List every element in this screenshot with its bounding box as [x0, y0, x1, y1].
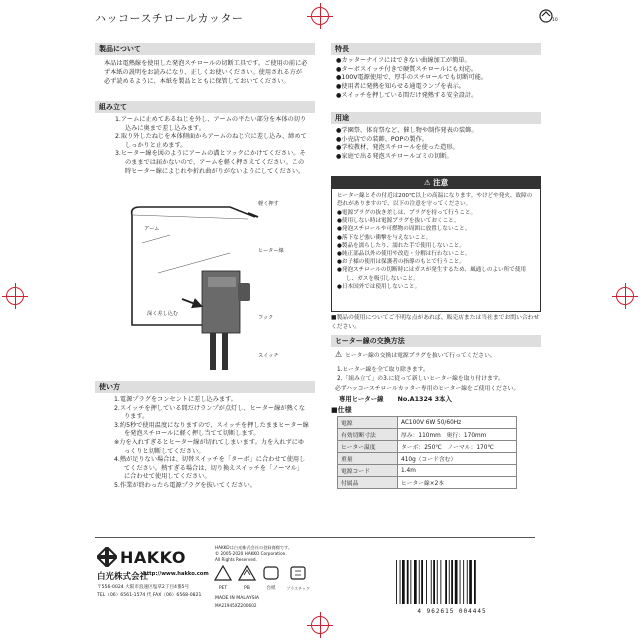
recycle-plastic: プラスチック — [285, 565, 311, 593]
recycle-plastic-icon — [289, 565, 307, 581]
barcode-number: 4 962615 004445 — [417, 608, 487, 615]
use-item: ●小売店での装飾、POPの製作。 — [336, 135, 428, 143]
callout-insert: 深く差し込む — [147, 311, 179, 317]
spec-row: 付属品 ヒーター線×2本 — [338, 477, 517, 489]
barcode-bar — [421, 560, 423, 604]
callout-arm: アーム — [144, 226, 160, 232]
spec-row: ヒーター温度 ターボ：250℃ ノーマル：170℃ — [338, 441, 517, 453]
hakko-logo — [97, 547, 186, 567]
caution-item: ●発泡スチロールや可燃物の周囲に放置しないこと。 — [337, 226, 471, 233]
recycle-paper-icon — [262, 565, 280, 581]
usage-step-5: 5.作業が終わったら電源プラグを抜いてください。 — [114, 481, 256, 489]
replace-part-label: 専用ヒーター線 — [339, 395, 384, 403]
spec-row: 有効切断寸法 厚み：110mm 奥行：170mm — [338, 429, 517, 441]
callout-heater: ヒーター線 — [258, 248, 284, 254]
usage-note: ※力を入れすぎるとヒーター線が切れてしまいます。力を入れずにゆっくりと切断してください。 — [114, 438, 305, 455]
inquiry-note: ■製品の使用についてご不明な点があれば、販売店または当社までお問い合わせください。 — [331, 315, 540, 330]
caution-item: ●発泡スチロールの切断時にはガスが発生するため、風通しのよい所で使用し、ガスを吸引しないこと。 — [337, 267, 527, 282]
barcode-bar — [440, 560, 441, 604]
product-code: MA21945XZ200602 — [215, 603, 257, 608]
barcode-bar — [414, 560, 417, 604]
corner-badge-number: 10 — [552, 18, 558, 23]
section-about-header: 製品について — [95, 43, 315, 55]
company-url: http://www.hakko.com — [143, 571, 209, 577]
barcode-bar — [449, 560, 450, 604]
caution-item: ●製品を濡らしたり、濡れた手で使用しないこと。 — [337, 242, 465, 249]
barcode-bar — [407, 560, 409, 604]
barcode-bar — [431, 560, 432, 604]
feature-item: ●カッターナイフにはできない曲線加工が簡単。 — [336, 57, 471, 64]
assembly-step-2: 2.取り外したねじを本体側面からアームのねじ穴に差し込み、締めてしっかりと止めます。 — [115, 133, 307, 149]
caution-item: ●落下など強い衝撃を与えないこと。 — [337, 234, 432, 241]
barcode-bar — [463, 560, 464, 604]
barcode-bars — [392, 560, 512, 604]
section-features-header: 特長 — [331, 43, 541, 55]
warning-icon: ⚠ — [423, 178, 431, 187]
legal-copyright: © 2005-2020 HAKKO Corporation. — [215, 551, 287, 556]
usage-step-1: 1.電源プラグをコンセントに差し込みます。 — [114, 396, 237, 403]
spec-row: 電源コード 1.4m — [338, 465, 517, 477]
company-name: 白光株式会社 — [97, 572, 149, 582]
section-about-text: 本品は電熱線を使用した発泡スチロールの切断工具です。ご使用の前に必ず本紙の説明をお読みになり、正しくお使いください。使用される方が必ず読めるように、本紙を製品とともに保管しておいてください。 — [104, 60, 308, 85]
barcode-bar — [467, 560, 468, 604]
register-mark-top — [311, 7, 329, 25]
caution-item: ●電源プラグの抜き差しは、プラグを持って行うこと。 — [337, 210, 477, 216]
usage-step-2: 2.スイッチを押している間だけランプが点灯し、ヒーター線が熱くなります。 — [114, 404, 306, 421]
caution-header — [332, 177, 540, 189]
spec-row: 電源 AC100V 6W 50/60Hz — [338, 417, 517, 429]
replace-step-1: 1.ヒーター線を全て取り除きます。 — [337, 367, 429, 373]
warning-icon: ⚠ — [335, 350, 343, 359]
recycle-paper: 台紙 — [261, 565, 281, 593]
caution-intro: ヒーター線とその付近は200℃以上の高温になります。やけどや発火、故障の恐れがありますので、以下の注意を守ってください。 — [337, 193, 533, 207]
recycle-pb: PB — [237, 565, 257, 593]
replace-steps — [337, 366, 541, 384]
section-replace-header: ヒーター線の交換方法 — [331, 335, 541, 347]
section-usage-header: 使い方 — [95, 381, 315, 393]
caution-item: ●日本国外では使用しないこと。 — [337, 283, 421, 290]
caution-list — [332, 209, 540, 291]
use-item: ●学校教材、発泡スチロールを使った造形。 — [336, 144, 459, 152]
hakko-logo-text: HAKKO — [120, 547, 186, 567]
callout-hook: フック — [258, 315, 274, 321]
usage-step-4: 4.熱が足りない場合は、切替スイッチを「ターボ」に合わせて使用してください。熱すぎる場合は、切り換えスイッチを「ノーマル」に合わせて使用してください。 — [114, 456, 306, 481]
feature-item: ●100V電源使用で、厚手のスチロールでも切断可能。 — [336, 74, 488, 82]
register-mark-left — [6, 287, 24, 305]
assembly-diagram — [110, 195, 300, 370]
legal-rights: All Rights Reserved. — [215, 557, 257, 562]
barcode-bar — [419, 560, 420, 604]
recycle-pet: PET — [213, 565, 233, 593]
section-assembly-header: 組み立て — [95, 101, 315, 113]
caution-item: ●使用しない時は電源プラグを抜いておくこと。 — [337, 218, 460, 225]
feature-item: ●スイッチを押している間だけ発熱する安全設計。 — [336, 91, 478, 99]
barcode-bar — [402, 560, 405, 604]
caution-item: ●純正部品以外の使用や改造・分解は行わないこと。 — [337, 251, 471, 258]
company-address: 〒556-0024 大阪市浪速区塩草2丁目4番5号 — [97, 585, 190, 590]
replace-step-2: 2.「組み立て」の3.に従って新しいヒーター線を取り付けます。 — [337, 376, 504, 382]
barcode-bar — [451, 560, 453, 604]
recycle-pet-icon — [214, 565, 232, 581]
caution-title: 注意 — [433, 178, 449, 187]
caution-box — [331, 176, 541, 312]
recycle-pb-icon — [238, 565, 256, 581]
register-mark-bottom — [311, 616, 329, 634]
replace-note: 必ずハッコースチロールカッター専用のヒーター線をご使用ください。 — [335, 386, 520, 392]
usage-steps — [114, 396, 309, 491]
barcode-bar — [433, 560, 435, 604]
assembly-steps — [115, 116, 307, 176]
usage-step-3: 3.約5秒で使用温度になりますので、スイッチを押したままヒーター線を発泡スチロールに軽く押し当てて切断します。 — [114, 421, 309, 438]
barcode-bar — [445, 560, 447, 604]
barcode-bar — [460, 560, 461, 604]
legal-trademark: HAKKOは白光株式会社の登録商標です。 — [215, 545, 293, 550]
corner-badge — [538, 8, 558, 24]
barcode-bar — [400, 560, 401, 604]
barcode-bar — [437, 560, 438, 604]
uses-list — [336, 127, 540, 162]
replace-part — [339, 394, 452, 403]
use-item: ●学園祭、体育祭など、催し物や制作発表の装飾。 — [336, 127, 478, 134]
company-tel: TEL（06）6561-1574 代 FAX（06）6568-0821 — [97, 593, 202, 598]
barcode-bar — [474, 560, 476, 604]
assembly-step-1: 1.アームに止めてあるねじを外し、アームの平たい部分を本体の切り込みに奥まで差し込みます。 — [115, 116, 307, 132]
footer-divider — [95, 537, 535, 538]
hakko-logo-icon — [97, 547, 117, 567]
register-mark-right — [616, 287, 634, 305]
spec-label: ■仕様 — [331, 406, 352, 414]
barcode-bar — [410, 560, 411, 604]
barcode-bar — [396, 560, 397, 604]
barcode-bar — [469, 560, 472, 604]
callout-switch: スイッチ — [258, 353, 279, 359]
replace-warning-text: ヒーター線の交換は電源プラグを抜いて行ってください。 — [345, 353, 496, 359]
feature-item: ●ターボスイッチ付きで硬質スチロールにも対応。 — [336, 65, 478, 73]
caution-item: ●お子様の使用は保護者の指導のもとで行うこと。 — [337, 259, 465, 266]
barcode-bar — [455, 560, 458, 604]
spec-row: 重量 410g（コード含む） — [338, 453, 517, 465]
made-in: MADE IN MALAYSIA — [215, 596, 260, 601]
assembly-step-3: 3.ヒーター線を図のようにアームの溝とフックにかけてください。そのままでは届かないので、アームを軽く押さえてください。この時ヒーター線によじれや折れ曲がりがないようにしてください。 — [115, 150, 306, 175]
barcode — [392, 560, 512, 615]
replace-part-number: No.A1324 3本入 — [397, 395, 452, 403]
recycle-marks — [213, 565, 313, 593]
use-item: ●家庭で出る発泡スチロールゴミの切断。 — [336, 153, 453, 161]
barcode-bar — [426, 560, 427, 604]
callout-press: 軽く押す — [258, 201, 279, 207]
feature-item: ●使用者に発熱を知らせる通電ランプを表示。 — [336, 83, 465, 91]
document-title: ハッコースチロールカッター — [95, 12, 244, 25]
section-uses-header: 用途 — [331, 112, 541, 124]
replace-warning — [335, 350, 540, 359]
features-list — [336, 57, 540, 101]
spec-table — [337, 416, 517, 489]
